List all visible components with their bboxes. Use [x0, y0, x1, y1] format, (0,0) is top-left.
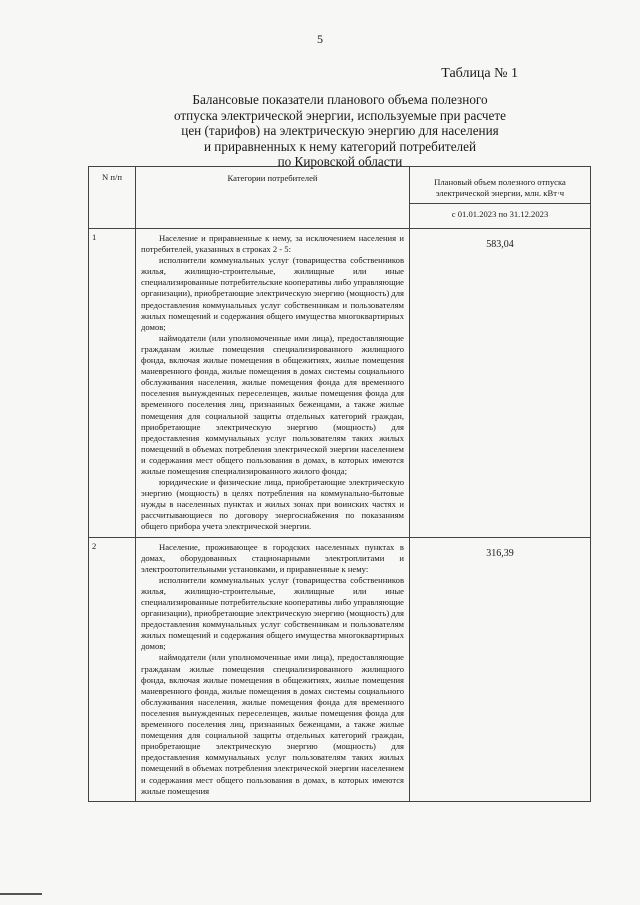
scan-edge-mark	[0, 893, 42, 895]
row-value: 316,39	[410, 537, 591, 801]
row-value: 583,04	[410, 229, 591, 538]
header-period: с 01.01.2023 по 31.12.2023	[410, 204, 591, 229]
row-paragraph: исполнители коммунальных услуг (товарищества собственников жилья, жилищно-строительные, жилищные или иные специализированные потребительские кооперативы либо управляющие организации), приобретающие электрическую энергию (мощность) для предоставления коммунальных услуг собственникам и пользователям жилых помещений и содержания общего имущества многоквартирных домов;	[141, 255, 404, 332]
title-line: и приравненных к нему категорий потребителей	[203, 138, 477, 154]
document-title	[160, 92, 520, 170]
row-paragraph: юридические и физические лица, приобретающие электрическую энергию (мощность) в целях потребления на коммунально-бытовые нужды в населенных пунктах и жилых зонах при воинских частях и рассчитывающиеся по договору энергоснабжения по показаниям общего прибора учета электрической энергии.	[141, 477, 404, 532]
row-description	[136, 229, 410, 538]
table-row	[89, 537, 591, 801]
header-category: Категории потребителей	[136, 167, 410, 229]
balance-table	[88, 166, 591, 802]
row-paragraph: исполнители коммунальных услуг (товарищества собственников жилья, жилищно-строительные, жилищные или иные специализированные потребительские кооперативы либо управляющие организации), приобретающие электрическую энергию (мощность) для предоставления коммунальных услуг собственникам и пользователям жилых помещений и содержания общего имущества многоквартирных домов;	[141, 574, 404, 652]
row-paragraph: наймодатели (или уполномоченные ими лица), предоставляющие гражданам жилые помещения специализированного жилищного фонда, включая жилые помещения в общежитиях, жилые помещения маневренного фонда, жилые помещения в домах системы социального обслуживания населения, жилые помещения фонда для временного поселения вынужденных переселенцев, жилые помещения фонда для временного поселения лиц, признанных беженцами, а также жилые помещения для социальной защиты отдельных категорий граждан, приобретающие электрическую энергию (мощность) для предоставления коммунальных услуг пользователям таких жилых помещений в объемах потребления электрической энергии населением и содержания мест общего пользования в домах, в которых имеются жилые помещения специализированного жилого фонда;	[141, 332, 404, 476]
title-line: по Кировской области	[277, 154, 403, 170]
table-label: Таблица № 1	[441, 66, 518, 81]
row-number: 2	[89, 537, 136, 801]
title-line: отпуска электрической энергии, используемые при расчете	[173, 107, 507, 123]
row-paragraph: наймодатели (или уполномоченные ими лица), предоставляющие гражданам жилые помещения специализированного жилищного фонда, включая жилые помещения в общежитиях, жилые помещения маневренного фонда, жилые помещения в домах системы социального обслуживания населения, жилые помещения фонда для временного поселения вынужденных переселенцев, жилые помещения фонда для временного поселения лиц, признанных беженцами, а также жилые помещения для социальной защиты отдельных категорий граждан, приобретающие электрическую энергию (мощность) для предоставления коммунальных услуг пользователям таких жилых помещений в объемах потребления электрической энергии населением и содержания мест общего пользования в домах, в которых имеются жилые помещения	[141, 652, 404, 796]
row-paragraph: Население, проживающее в городских населенных пунктах в домах, оборудованных стационарными электроплитами и электроотопительными установками, и приравненные к нему:	[141, 541, 404, 574]
table-row	[89, 229, 591, 538]
table-header-row	[89, 167, 591, 204]
title-line: цен (тарифов) на электрическую энергию для населения	[181, 123, 499, 139]
header-num: N п/п	[89, 167, 136, 229]
header-volume: Плановый объем полезного отпуска электрической энергии, млн. кВт·ч	[410, 167, 591, 204]
row-paragraph: Население и приравненные к нему, за исключением населения и потребителей, указанных в строках 2 - 5:	[141, 233, 404, 255]
row-number: 1	[89, 229, 136, 538]
title-line: Балансовые показатели планового объема полезного	[192, 92, 488, 107]
page-number: 5	[317, 32, 323, 46]
row-description	[136, 537, 410, 801]
